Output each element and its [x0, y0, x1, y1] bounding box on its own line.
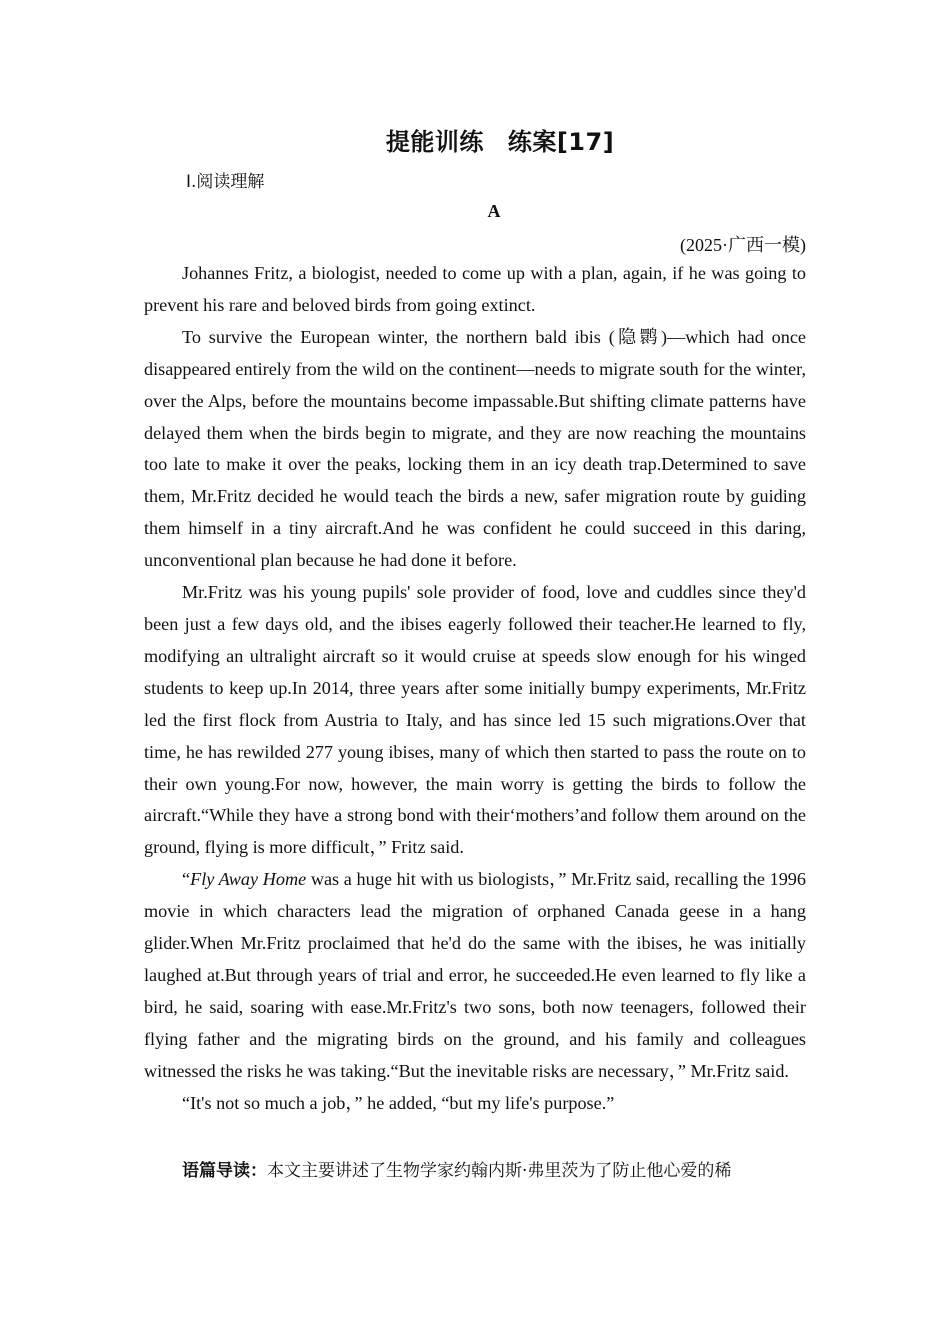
title-sub: 练案[17]: [507, 128, 615, 156]
title-main: 提能训练: [385, 128, 484, 156]
paragraph-5: “It's not so much a job，” he added, “but my life's purpose.”: [182, 1092, 615, 1113]
paragraph-2: To survive the European winter, the northern bald ibis (隐鹮)—which had once disappeared entirely from the wild on the continent—needs to migrate south for the winter, over the Alps, before the mountains become impassable.But shifting climate patterns have delayed them when the birds begin to migrate, and they are now reaching the mountains too late to make it over the peaks, locking them in an icy death trap.Determined to save them, Mr.Fritz decided he would teach the birds a new, safer migration route by guiding them himself in a tiny aircraft.And he was confident he could succeed in this daring, unconventional plan because he had done it before.: [144, 326, 806, 571]
paragraph-4-rest: was a huge hit with us biologists，” Mr.Fritz said, recalling the 1996 movie in which characters lead the migration of orphaned Canada geese in a hang glider.When Mr.Fritz proclaimed that he'd do the same with the ibises, he was initially laughed at.But through years of trial and error, he succeeded.He even learned to fly like a bird, he said, soaring with ease.Mr.Fritz's two sons, both now teenagers, followed their flying father and the migrating birds on the ground, and his family and colleagues witnessed the risks he was taking.“But the inevitable risks are necessary，” Mr.Fritz said.: [144, 869, 806, 1081]
guide-label: 语篇导读：: [182, 1161, 267, 1181]
passage-source: (2025·广西一模): [680, 235, 806, 255]
movie-title: Fly Away Home: [190, 869, 307, 890]
paragraph-3: Mr.Fritz was his young pupils' sole provider of food, love and cuddles since they'd been just a few days old, and the ibises eagerly followed their teacher.He learned to fly, modifying an ultralight aircraft so it would cruise at speeds slow enough for his winged students to keep up.In 2014, three years after some initially bumpy experiments, Mr.Fritz led the first flock from Austria to Italy, and has since led 15 such migrations.Over that time, he has rewilded 277 young ibises, many of which then started to pass the route on to their own young.For now, however, the main worry is getting the birds to follow the aircraft.“While they have a strong bond with their‘mothers’and follow them around on the ground, flying is more difficult，” Fritz said.: [144, 582, 806, 858]
reading-guide: [182, 1155, 822, 1187]
passage-body: [144, 258, 806, 1119]
section-heading: Ⅰ.阅读理解: [186, 172, 265, 192]
page-title: [0, 122, 950, 157]
paragraph-4: [144, 864, 806, 1087]
quote-open: “: [182, 869, 191, 890]
guide-text: 本文主要讲述了生物学家约翰内斯·弗里茨为了防止他心爱的稀: [267, 1161, 732, 1181]
passage-letter: A: [487, 201, 501, 221]
paragraph-1: Johannes Fritz, a biologist, needed to come up with a plan, again, if he was going to prevent his rare and beloved birds from going extinct.: [144, 263, 806, 315]
